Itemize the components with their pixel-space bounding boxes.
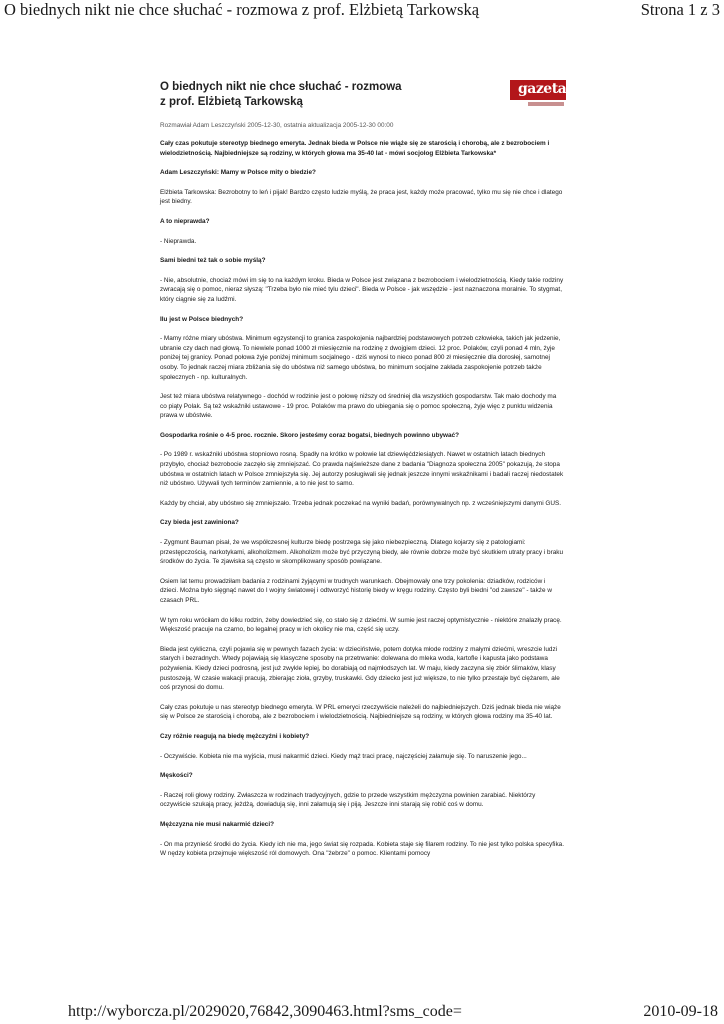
- article-paragraph: Jest też miara ubóstwa relatywnego - dochód w rodzinie jest o połowę niższy od średniej dla wszystkich gospodarstw. Tak mało dochody ma co piąty Polak. Są też wskaźniki ustawowe - 19 proc. Polaków ma prawo do ubiegania się o pomoc społeczną, żyje więc z punktu widzenia prawa w ubóstwie.: [160, 393, 557, 420]
- article-question: Męskości?: [160, 772, 193, 780]
- article-question: Mężczyzna nie musi nakarmić dzieci?: [160, 820, 275, 828]
- article-paragraph: - Oczywiście. Kobieta nie ma wyjścia, musi nakarmić dzieci. Kiedy mąż traci pracę, najczęściej załamuje się. To naruszenie jego...: [160, 752, 527, 760]
- article-paragraph: W tym roku wróciłam do kilku rodzin, żeby dowiedzieć się, co stało się z dziećmi. W sumie jest raczej optymistycznie - niektóre znalazły pracę. Większość pracuje na czarno, bo legalnej pracy w ich okolicy nie ma, część się uczy.: [160, 616, 562, 634]
- article-body: [160, 139, 564, 859]
- page-counter: Strona 1 z 3: [640, 0, 720, 19]
- article-question: Ilu jest w Polsce biednych?: [160, 315, 244, 323]
- article-question: Cały czas pokutuje stereotyp biednego emeryta. Jednak bieda w Polsce nie wiąże się ze starością i chorobą, ale z bezrobociem i wielodzietnością. Najbiedniejsze są rodziny, w których głowa ma 35-40 lat - mówi socjolog Elżbieta Tarkowska*: [160, 140, 550, 157]
- article-question: Czy bieda jest zawiniona?: [160, 519, 239, 527]
- article-paragraph: Osiem lat temu prowadziłam badania z rodzinami żyjącymi w trudnych warunkach. Obejmowały one trzy pokolenia: dziadków, rodziców i dzieci. Można było sięgnąć nawet do I wojny światowej i odtworzyć historię biedy w kręgu rodziny. Często byli biedni "od zawsze" - także w czasach PRL.: [160, 577, 552, 604]
- gazeta-logo: [510, 80, 566, 106]
- print-header-title: O biednych nikt nie chce słuchać - rozmowa z prof. Elżbietą Tarkowską: [4, 0, 480, 19]
- article-question: Gospodarka rośnie o 4-5 proc. rocznie. Skoro jesteśmy coraz bogatsi, biednych powinno ubywać?: [160, 431, 460, 439]
- article-paragraph: Bieda jest cykliczna, czyli pojawia się w pewnych fazach życia: w dzieciństwie, potem dotyka młode rodziny z małymi dziećmi, wreszcie ludzi starych i bezradnych. Wtedy pojawiają się klasyczne sposoby na przetrwanie: dolewana do mleka woda, kartofle i kapusta jako podstawa pożywienia. Kiedy dzieci podrosną, jest już zwykle lepiej, bo dorabiają od najmłodszych lat. W maju, kiedy zaczyna się zbiór ślimaków, klasy pustoszeją. W czasie wakacji pracują, zbierając zioła, grzyby, truskawki. Gdy dziecko jest już większe, to nie tylko przestaje być ciężarem, ale coś przynosi do domu.: [160, 645, 560, 692]
- article-title-line2: z prof. Elżbietą Tarkowską: [160, 96, 303, 108]
- print-date: 2010-09-18: [643, 1003, 718, 1020]
- article-paragraph: Elżbieta Tarkowska: Bezrobotny to leń i pijak! Bardzo często ludzie myślą, że praca jest, każdy może pracować, tylko mu się nie chce i dlatego jest biedny.: [160, 188, 563, 206]
- article-paragraph: - Po 1989 r. wskaźniki ubóstwa stopniowo rosną. Spadły na krótko w połowie lat dziewięćdziesiątych. Nawet w ostatnich latach biednych przybyło, chociaż bezrobocie zaczęło się zmniejszać. Co prawda najświeższe dane z badania "Diagnoza społeczna 2005" pokazują, że stopa ubóstwa w ostatnich latach w Polsce zmniejszyła się. Jej autorzy posługiwali się jednak jeszcze innymi wskaźnikami i badali raczej niedostatek niż ubóstwo. Używali tych terminów zamiennie, a to nie jest to samo.: [160, 451, 564, 488]
- article-paragraph: - Nie, absolutnie, chociaż mówi im się to na każdym kroku. Bieda w Polsce jest związana z bezrobociem i wielodzietnością. Kiedy takie rodziny zwracają się o pomoc, nieraz słyszą: "Trzeba było nie mieć tylu dzieci". Bieda w Polsce - jak wszędzie - jest naznaczona moralnie. To stygmat, który ciągnie się za ludźmi.: [160, 276, 564, 303]
- article-paragraph: - Zygmunt Bauman pisał, że we współczesnej kulturze biedę postrzega się jako niebezpieczną. Dlatego kojarzy się z patologiami: przestępczością, narkotykami, alkoholizmem. Alkoholizm może być przyczyną biedy, ale równie dobrze może być skutkiem utraty pracy i braku środków do życia. Te zjawiska są często w skomplikowany sposób powiązane.: [160, 539, 564, 566]
- article-paragraph: - Raczej roli głowy rodziny. Zwłaszcza w rodzinach tradycyjnych, gdzie to przede wszystkim mężczyzna powinien zarabiać. Niektórzy oczywiście szukają pracy, jeżdżą, dowiadują się, inni załamują się i piją. Jeszcze inni starają się robić coś w domu.: [160, 791, 536, 809]
- article-question: A to nieprawda?: [160, 217, 210, 225]
- page-url: http://wyborcza.pl/2029020,76842,3090463.html?sms_code=: [68, 1003, 462, 1020]
- article-paragraph: Cały czas pokutuje u nas stereotyp biednego emeryta. W PRL emeryci rzeczywiście należeli do najbiedniejszych. Dziś jednak bieda nie wiąże się w Polsce ze starością i chorobą, ale z bezrobociem i wielodzietnością. Najbiedniejsze są rodziny, w których głowa rodziny ma 35-40 lat.: [160, 703, 561, 721]
- article-header: [160, 80, 564, 116]
- print-header: [0, 0, 724, 22]
- article-paragraph: - Mamy różne miary ubóstwa. Minimum egzystencji to granica zaspokojenia najbardziej podstawowych potrzeb człowieka, takich jak jedzenie, ubranie czy dach nad głową. To niewiele ponad 1000 zł miesięcznie na rodzinę z dwojgiem dzieci. 12 proc. Polaków, czyli ponad 4 mln, żyje poniżej tej granicy. Ponad połowa żyje poniżej minimum socjalnego - dziś wynosi to nieco ponad 800 zł miesięcznie dla dorosłej, samotnej osoby. To jednak raczej miara zbliżania się do ubóstwa niż samego ubóstwa, bo minimum socjalne zakłada zaspokojenie potrzeb także społecznych - np. kulturalnych.: [160, 335, 561, 381]
- gazeta-logo-subline-icon: [528, 102, 564, 106]
- gazeta-logo-mark-icon: [510, 80, 518, 100]
- article-title-line1: O biednych nikt nie chce słuchać - rozmowa: [160, 81, 402, 93]
- article-paragraph: - On ma przynieść środki do życia. Kiedy ich nie ma, jego świat się rozpada. Kobieta staje się filarem rodziny. To nie jest tylko polska specyfika. W nędzy kobieta przejmuje większość ról domowych. Ona "żebrze" o pomoc. Klientami pomocy: [160, 840, 564, 858]
- article-paragraph: - Nieprawda.: [160, 237, 197, 245]
- article-paragraph: Każdy by chciał, aby ubóstwo się zmniejszało. Trzeba jednak poczekać na wyniki badań, porównywalnych np. z wcześniejszymi danymi GUS.: [160, 499, 562, 507]
- article-meta: Rozmawiał Adam Leszczyński 2005-12-30, ostatnia aktualizacja 2005-12-30 00:00: [160, 122, 394, 129]
- gazeta-logo-wordmark: gazeta: [518, 80, 566, 100]
- article-question: Czy różnie reagują na biedę mężczyźni i kobiety?: [160, 732, 310, 740]
- article-question: Adam Leszczyński: Mamy w Polsce mity o biedzie?: [160, 169, 316, 177]
- article-question: Sami biedni też tak o sobie myślą?: [160, 257, 266, 265]
- print-footer: [0, 1003, 724, 1023]
- article: [160, 80, 564, 869]
- article-title: [160, 80, 480, 110]
